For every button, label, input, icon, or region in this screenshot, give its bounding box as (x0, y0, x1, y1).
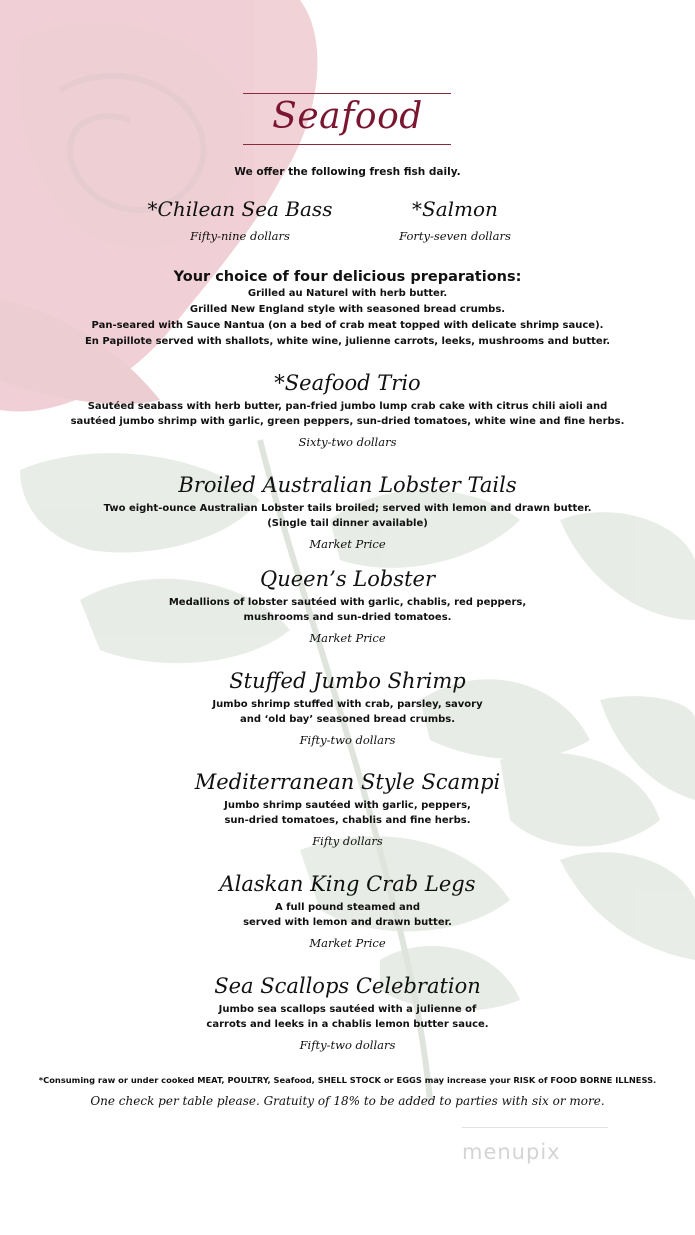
preparations (0, 268, 695, 350)
fish-salmon (355, 197, 555, 243)
title-rule-top (243, 93, 451, 94)
watermark-logo: menupix (462, 1140, 561, 1164)
menu-item-seafood-trio (0, 369, 695, 449)
item-price: Fifty dollars (312, 834, 383, 848)
preparation-line: Grilled New England style with seasoned bread crumbs. (189, 304, 506, 315)
preparation-line: Pan-seared with Sauce Nantua (on a bed of crab meat topped with delicate shrimp sauce). (91, 320, 604, 331)
item-name: Broiled Australian Lobster Tails (178, 473, 517, 497)
item-price: Sixty-two dollars (298, 435, 397, 449)
item-description: Two eight-ounce Australian Lobster tails broiled; served with lemon and drawn butter. (Single tail dinner available) (103, 503, 592, 529)
fish-name: *Salmon (412, 197, 498, 221)
item-description: Sautéed seabass with herb butter, pan-fried jumbo lump crab cake with citrus chili aioli and sautéed jumbo shrimp with garlic, green peppers, sun-dried tomatoes, white wine and fine herbs. (70, 401, 625, 427)
watermark-rule (462, 1127, 608, 1128)
item-name: Queen’s Lobster (260, 567, 435, 591)
item-description: Jumbo sea scallops sautéed with a julienne of carrots and leeks in a chablis lemon butter sauce. (206, 1004, 489, 1030)
item-price: Fifty-two dollars (299, 733, 396, 747)
menu-item-lobster-tails (0, 471, 695, 551)
health-disclaimer: *Consuming raw or under cooked MEAT, POULTRY, Seafood, SHELL STOCK or EGGS may increase your RISK of FOOD BORNE ILLNESS. (38, 1075, 657, 1085)
intro-text: We offer the following fresh fish daily. (234, 166, 461, 178)
preparations-heading: Your choice of four delicious preparations: (173, 269, 522, 285)
menu-item-king-crab (0, 870, 695, 950)
fish-price: Fifty-nine dollars (190, 229, 290, 243)
item-price: Market Price (309, 537, 386, 551)
item-description: Medallions of lobster sautéed with garlic, chablis, red peppers, mushrooms and sun-dried tomatoes. (168, 597, 527, 623)
item-description: Jumbo shrimp sautéed with garlic, peppers, sun-dried tomatoes, chablis and fine herbs. (224, 800, 471, 826)
fish-price: Forty-seven dollars (399, 229, 511, 243)
page-title: Seafood (272, 96, 423, 137)
preparation-line: Grilled au Naturel with herb butter. (247, 288, 448, 299)
fish-sea-bass (140, 197, 340, 243)
item-name: *Seafood Trio (274, 371, 421, 395)
item-name: Mediterranean Style Scampi (194, 770, 501, 794)
title-rule-bottom (243, 144, 451, 145)
menu-item-scampi (0, 768, 695, 848)
menu-item-queens-lobster (0, 565, 695, 645)
item-price: Market Price (309, 936, 386, 950)
item-description: Jumbo shrimp stuffed with crab, parsley, savory and ‘old bay’ seasoned bread crumbs. (212, 699, 483, 725)
fish-name: *Chilean Sea Bass (147, 197, 333, 221)
item-name: Sea Scallops Celebration (214, 974, 481, 998)
item-price: Market Price (309, 631, 386, 645)
item-name: Stuffed Jumbo Shrimp (229, 669, 466, 693)
menu-item-stuffed-shrimp (0, 667, 695, 747)
item-price: Fifty-two dollars (299, 1038, 396, 1052)
gratuity-policy: One check per table please. Gratuity of 18% to be added to parties with six or more. (90, 1094, 605, 1108)
preparation-line: En Papillote served with shallots, white wine, julienne carrots, leeks, mushrooms and butter. (84, 336, 611, 347)
menu-item-sea-scallops (0, 972, 695, 1052)
item-description: A full pound steamed and served with lemon and drawn butter. (243, 902, 452, 928)
item-name: Alaskan King Crab Legs (219, 872, 476, 896)
